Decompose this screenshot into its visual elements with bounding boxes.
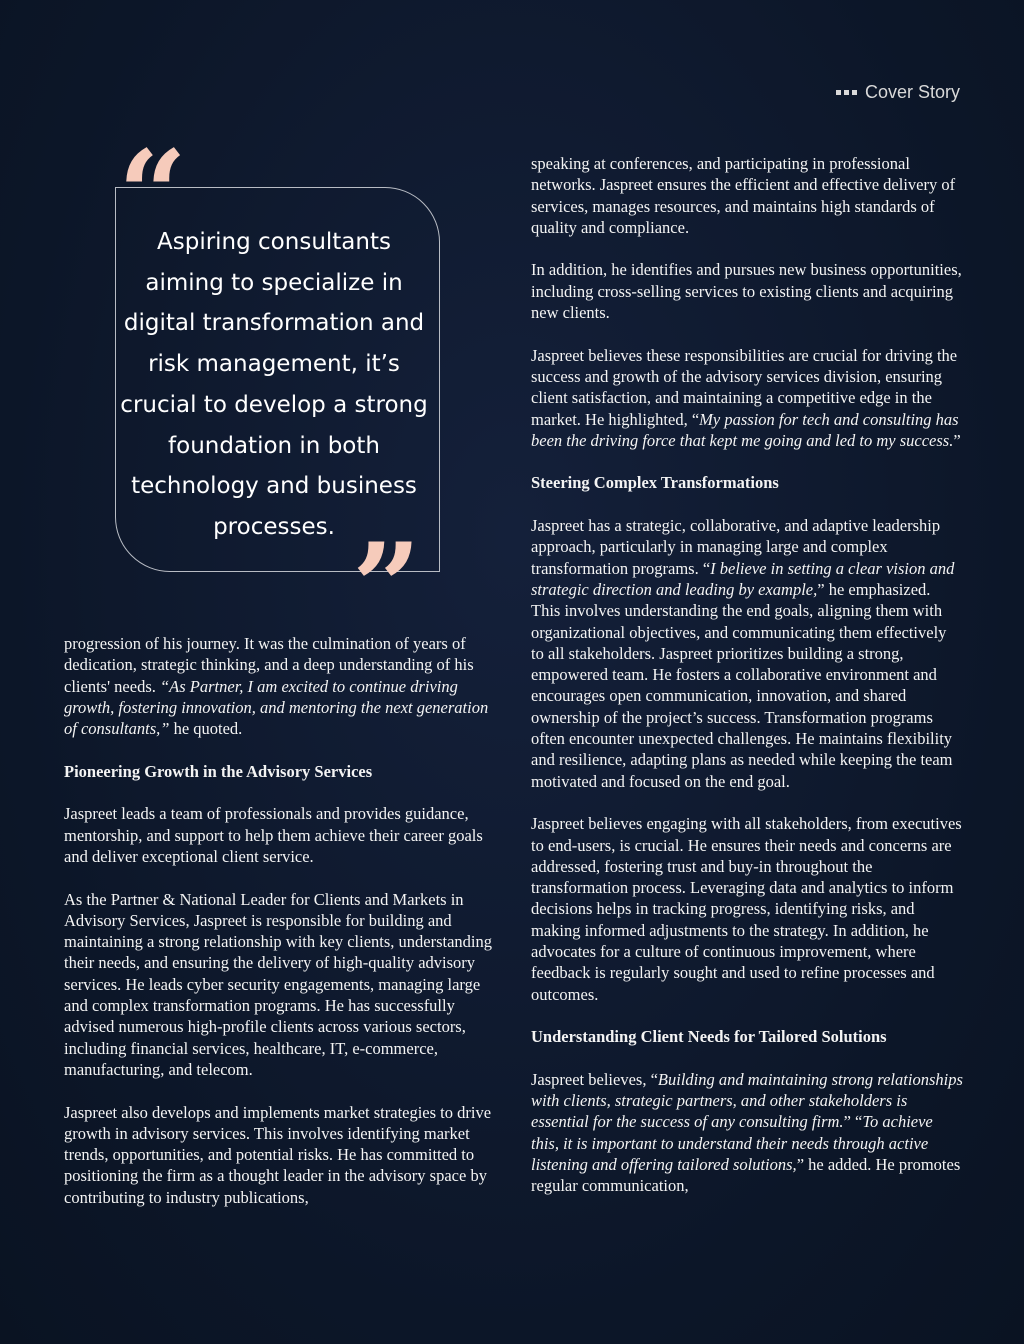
paragraph [64,633,494,739]
quote-run: My passion for tech and consulting has been the driving force that kept me going and led to my success. [531,409,959,450]
paragraph [531,345,963,451]
paragraph [531,1069,963,1197]
close-quote-icon: ” [352,517,422,658]
pull-quote-text: Aspiring consultants aiming to specialize in digital transformation and risk management, it’s crucial to develop a strong foundation in both technology and business processes. [120,229,428,540]
quote-run: I believe in setting a clear vision and strategic direction and leading by example, [531,558,955,599]
quote-run: Building and maintaining strong relationships with clients, strategic partners, and other stakeholders is essential for the success of any consulting firm. [531,1069,963,1132]
paragraph [531,515,963,792]
quote-run: “As Partner, I am excited to continue driving growth, fostering innovation, and mentoring the next generation of consultants,” [64,676,489,739]
right-column [531,153,963,1218]
paragraph: As the Partner & National Leader for Clients and Markets in Advisory Services, Jaspreet is responsible for building and maintaining a strong relationship with key clients, understanding their needs, and ensuring the delivery of high-quality advisory services. He leads cyber security engagements, managing large and complex transformation programs. He has successfully advised numerous high-profile clients across various sectors, including financial services, healthcare, IT, e-commerce, manufacturing, and telecom. [64,889,493,1079]
section-heading: Steering Complex Transformations [531,473,779,493]
text-run: he quoted. [169,719,243,739]
text-run: ” he added. He promotes regular communication, [531,1154,961,1196]
open-quote-icon: “ [118,124,188,265]
text-run: ” “ [843,1112,863,1132]
dots-icon [836,90,857,95]
left-column [64,633,494,1229]
paragraph: Jaspreet leads a team of professionals and provides guidance, mentorship, and support to help them achieve their career goals and deliver exceptional client service. [64,804,483,866]
section-heading: Pioneering Growth in the Advisory Services [64,761,373,781]
text-run: Jaspreet has a strategic, collaborative, and adaptive leadership approach, particularly in managing large and complex transformation programs. “ [531,516,941,578]
paragraph: Jaspreet believes engaging with all stakeholders, from executives to end-users, is crucial. He ensures their needs and concerns are addressed, fostering trust and buy-in throughout the transformation process. Leveraging data and analytics to inform decisions helps in tracking progress, identifying risks, and making informed adjustments to the strategy. In addition, he advocates for a culture of continuous improvement, where feedback is regularly sought and used to refine processes and outcomes. [531,814,962,1004]
quote-run: To achieve this, it is important to understand their needs through active listening and offering tailored solutions, [531,1112,933,1174]
section-heading: Understanding Client Needs for Tailored Solutions [531,1027,887,1047]
section-header [836,82,960,103]
paragraph: speaking at conferences, and participating in professional networks. Jaspreet ensures the efficient and effective delivery of services, manages resources, and maintains high standards of quality and compliance. [531,154,956,237]
paragraph: In addition, he identifies and pursues new business opportunities, including cross-selling services to existing clients and acquiring new clients. [531,260,962,323]
text-run: Jaspreet believes these responsibilities are crucial for driving the success and growth of the advisory services division, ensuring client satisfaction, and maintaining a competitive edge in the market. He highlighted, “ [531,345,958,429]
text-run: ” he emphasized. This involves understanding the end goals, aligning them with organizational objectives, and communicating them effectively to all stakeholders. Jaspreet prioritizes building a strong, empowered team. He fosters a collaborative environment and encourages open communication, innovation, and shared ownership of the project’s success. Transformation programs often encounter unexpected challenges. He maintains flexibility and resilience, adapting plans as needed while keeping the team motivated and focused on the end goal. [531,579,953,791]
text-run: ” [953,430,961,450]
text-run: Jaspreet believes, “ [531,1069,658,1089]
paragraph: Jaspreet also develops and implements market strategies to drive growth in advisory services. This involves identifying market trends, opportunities, and potential risks. He has committed to positioning the firm as a thought leader in the advisory space by contributing to industry publications, [64,1102,492,1207]
section-label: Cover Story [864,82,960,102]
text-run: progression of his journey. It was the culmination of years of dedication, strategic thinking, and a deep understanding of his clients' needs. [64,634,474,696]
